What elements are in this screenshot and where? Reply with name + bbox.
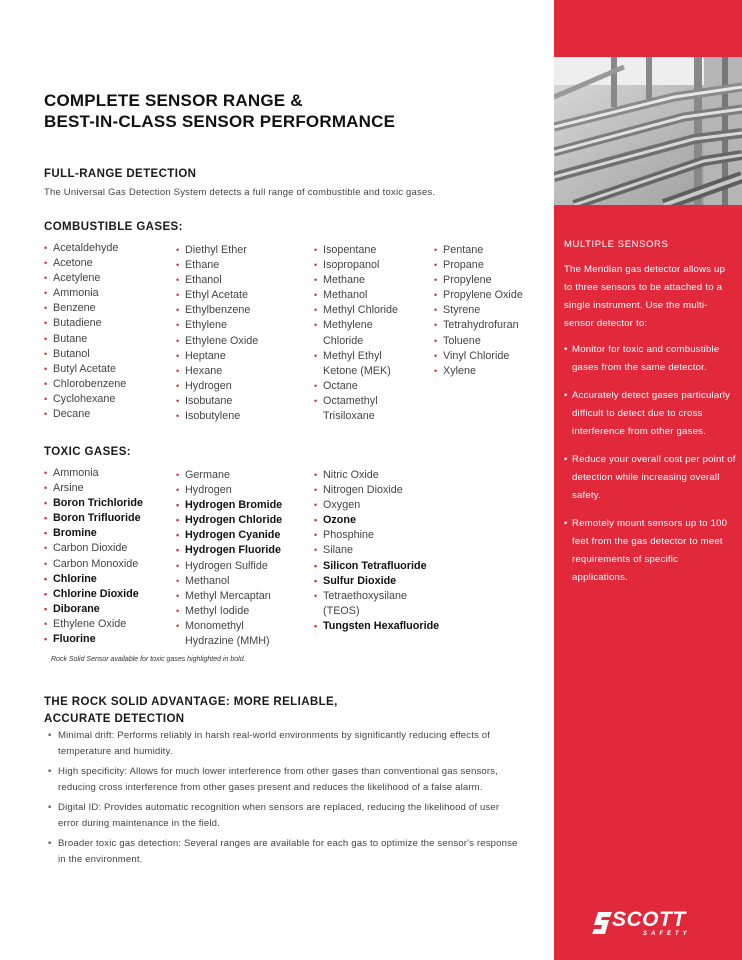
toxic-list-2	[176, 468, 282, 649]
gas-item: • Monomethyl	[176, 619, 282, 634]
gas-item: • Hydrogen Sulfide	[176, 559, 282, 574]
gas-item: • Pentane	[434, 243, 523, 258]
gas-item: • Methanol	[314, 288, 398, 303]
gas-item: • Boron Trichloride	[44, 496, 143, 511]
gas-item: • Methyl Iodide	[176, 604, 282, 619]
gas-item: • Silicon Tetrafluoride	[314, 559, 439, 574]
gas-item: • Chlorobenzene	[44, 377, 126, 392]
gas-item: • Vinyl Chloride	[434, 349, 523, 364]
gas-item: • Isopropanol	[314, 258, 398, 273]
gas-item: • Xylene	[434, 364, 523, 379]
gas-item: • Chlorine	[44, 572, 143, 587]
gas-item: • Diethyl Ether	[176, 243, 258, 258]
gas-item: • Acetaldehyde	[44, 241, 126, 256]
combustible-heading: COMBUSTIBLE GASES:	[44, 221, 183, 233]
scott-safety-logo	[592, 910, 717, 940]
toxic-list-3	[314, 468, 439, 634]
sidebar-item: • Reduce your overall cost per point of detection while increasing overall safety.	[564, 451, 736, 505]
gas-item: • Butane	[44, 332, 126, 347]
page-title-line1: COMPLETE SENSOR RANGE &	[44, 91, 303, 110]
gas-item: • Styrene	[434, 303, 523, 318]
gas-item: • Chlorine Dioxide	[44, 587, 143, 602]
advantage-heading-line1: THE ROCK SOLID ADVANTAGE: MORE RELIABLE,	[44, 696, 338, 708]
gas-item: • Octamethyl	[314, 394, 398, 409]
combustible-list-3	[314, 243, 398, 424]
gas-item: • Isopentane	[314, 243, 398, 258]
gas-item: • Silane	[314, 543, 439, 558]
gas-item: • Germane	[176, 468, 282, 483]
gas-item: • Ethyl Acetate	[176, 288, 258, 303]
gas-item: • Carbon Monoxide	[44, 557, 143, 572]
gas-item: • Oxygen	[314, 498, 439, 513]
advantage-item: • High specificity: Allows for much lower interference from other gases than conventional gas sensors, reducing cross interference from other gases present and reduces the likelihood of a false alarm.	[48, 764, 518, 796]
gas-item: • Hydrogen	[176, 379, 258, 394]
gas-item: • Phosphine	[314, 528, 439, 543]
gas-item: • Hydrogen Chloride	[176, 513, 282, 528]
gas-item: • Fluorine	[44, 632, 143, 647]
toxic-list-1	[44, 466, 143, 647]
sidebar-item: • Remotely mount sensors up to 100 feet from the gas detector to meet requirements of specific applications.	[564, 515, 736, 587]
gas-item: Chloride	[323, 334, 364, 347]
gas-item: Ketone (MEK)	[323, 364, 391, 377]
sidebar-heading: MULTIPLE SENSORS	[564, 239, 669, 250]
sidebar-item: • Accurately detect gases particularly difficult to detect due to cross interference from other gases.	[564, 387, 736, 441]
toxic-heading: TOXIC GASES:	[44, 446, 132, 458]
gas-item: • Arsine	[44, 481, 143, 496]
gas-item: • Isobutane	[176, 394, 258, 409]
rock-solid-note: Rock Solid Sensor available for toxic gases highlighted in bold.	[51, 656, 246, 663]
gas-item: • Ozone	[314, 513, 439, 528]
logo-subtitle: SAFETY	[643, 931, 691, 937]
gas-item: • Methyl Mercaptan	[176, 589, 282, 604]
advantage-item: • Digital ID: Provides automatic recognition when sensors are replaced, reducing the likelihood of user error during maintenance in the field.	[48, 800, 518, 832]
sidebar-list	[564, 341, 736, 597]
gas-item: • Acetylene	[44, 271, 126, 286]
advantage-heading	[44, 694, 338, 728]
gas-item: • Hydrogen Cyanide	[176, 528, 282, 543]
gas-item: • Butyl Acetate	[44, 362, 126, 377]
gas-item: • Propane	[434, 258, 523, 273]
gas-item: • Bromine	[44, 526, 143, 541]
gas-item: • Butanol	[44, 347, 126, 362]
gas-item: • Hexane	[176, 364, 258, 379]
gas-item: • Tetrahydrofuran	[434, 318, 523, 333]
gas-item: • Benzene	[44, 301, 126, 316]
industrial-pipes-photo	[554, 57, 742, 205]
full-range-heading: FULL-RANGE DETECTION	[44, 168, 197, 180]
combustible-list-4	[434, 243, 523, 379]
page-title	[44, 90, 395, 132]
gas-item: • Tungsten Hexafluoride	[314, 619, 439, 634]
advantage-list	[48, 728, 518, 872]
gas-item: • Tetraethoxysilane	[314, 589, 439, 604]
gas-item: • Ammonia	[44, 466, 143, 481]
logo-mark-icon	[592, 910, 614, 936]
gas-item: • Methanol	[176, 574, 282, 589]
combustible-list-1	[44, 241, 126, 422]
sidebar-text: The Meridian gas detector allows up to three sensors to be attached to a single instrument. Use the multi-sensor detector to:	[564, 264, 726, 329]
advantage-item: • Broader toxic gas detection: Several ranges are available for each gas to optimize the sensor's response in the environment.	[48, 836, 518, 868]
advantage-heading-line2: ACCURATE DETECTION	[44, 713, 185, 725]
gas-item: • Carbon Dioxide	[44, 541, 143, 556]
gas-item: Trisiloxane	[323, 410, 375, 423]
gas-item: • Hydrogen Fluoride	[176, 543, 282, 558]
full-range-text: The Universal Gas Detection System detects a full range of combustible and toxic gases.	[44, 187, 436, 198]
gas-item: • Ethylbenzene	[176, 303, 258, 318]
gas-item: • Methyl Chloride	[314, 303, 398, 318]
gas-item: • Ethylene Oxide	[44, 617, 143, 632]
gas-item: • Diborane	[44, 602, 143, 617]
gas-item: • Methylene	[314, 318, 398, 333]
gas-item: • Ethanol	[176, 273, 258, 288]
gas-item: • Butadiene	[44, 316, 126, 331]
gas-item: • Decane	[44, 407, 126, 422]
gas-item: • Nitric Oxide	[314, 468, 439, 483]
gas-item: • Methane	[314, 273, 398, 288]
sidebar-item: • Monitor for toxic and combustible gases from the same detector.	[564, 341, 736, 377]
page-title-line2: BEST-IN-CLASS SENSOR PERFORMANCE	[44, 112, 396, 131]
gas-item: • Heptane	[176, 349, 258, 364]
gas-item: • Nitrogen Dioxide	[314, 483, 439, 498]
gas-item: • Toluene	[434, 334, 523, 349]
advantage-item: • Minimal drift: Performs reliably in harsh real-world environments by significantly reducing effects of temperature and humidity.	[48, 728, 518, 760]
gas-item: • Ethylene	[176, 318, 258, 333]
gas-item: • Boron Trifluoride	[44, 511, 143, 526]
gas-item: • Hydrogen	[176, 483, 282, 498]
gas-item: • Ethane	[176, 258, 258, 273]
gas-item: • Acetone	[44, 256, 126, 271]
gas-item: (TEOS)	[323, 604, 360, 617]
gas-item: • Isobutylene	[176, 409, 258, 424]
gas-item: • Hydrogen Bromide	[176, 498, 282, 513]
gas-item: • Octane	[314, 379, 398, 394]
gas-item: • Ammonia	[44, 286, 126, 301]
gas-item: • Methyl Ethyl	[314, 349, 398, 364]
gas-item: Hydrazine (MMH)	[185, 635, 270, 648]
pipes-illustration	[554, 57, 742, 205]
gas-item: • Cyclohexane	[44, 392, 126, 407]
gas-item: • Sulfur Dioxide	[314, 574, 439, 589]
gas-item: • Ethylene Oxide	[176, 334, 258, 349]
logo-name: SCOTT	[612, 908, 686, 931]
gas-item: • Propylene	[434, 273, 523, 288]
gas-item: • Propylene Oxide	[434, 288, 523, 303]
combustible-list-2	[176, 243, 258, 424]
